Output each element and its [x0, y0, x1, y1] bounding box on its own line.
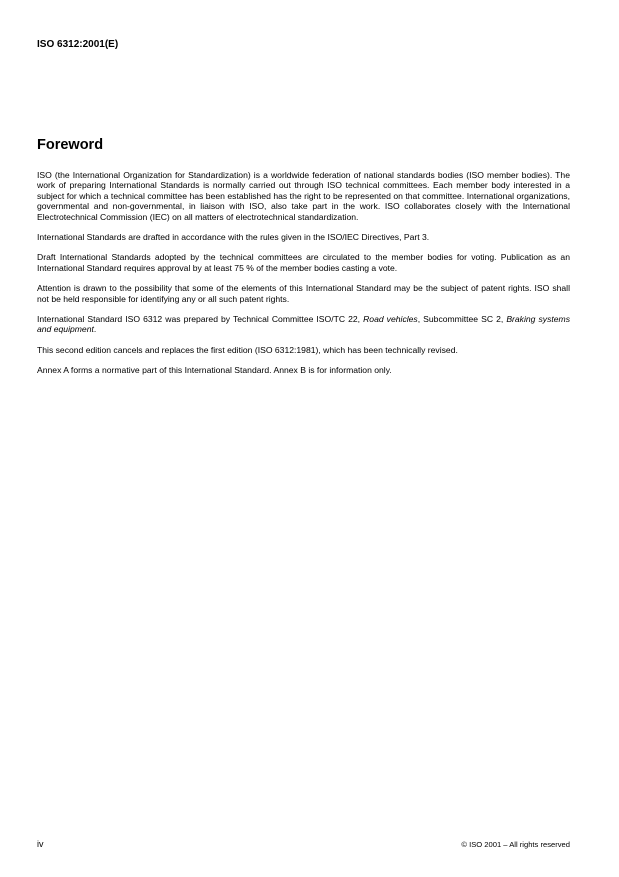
paragraph-edition: This second edition cancels and replaces the first edition (ISO 6312:1981), which has been technically revised.	[37, 344, 458, 355]
paragraph-voting: Draft International Standards adopted by the technical committees are circulated to the member bodies for voting. Publication as an International Standard requires approval by at least 75 % of the member bodies casting a vote.	[37, 252, 570, 273]
foreword-heading: Foreword	[37, 137, 104, 153]
paragraph-drafting-rules: International Standards are drafted in accordance with the rules given in the ISO/IEC Directives, Part 3.	[37, 232, 430, 243]
committee-name: Road vehicles	[363, 314, 418, 325]
paragraph-annexes: Annex A forms a normative part of this International Standard. Annex B is for information only.	[37, 365, 392, 376]
foreword-body	[37, 170, 570, 386]
subcommittee-name: Braking systems and equipment	[37, 314, 571, 335]
copyright-notice: © ISO 2001 – All rights reserved	[461, 840, 570, 849]
document-identifier: ISO 6312:2001(E)	[37, 39, 119, 50]
prepared-by-text-2: , Subcommittee SC 2,	[417, 314, 507, 325]
paragraph-prepared-by	[37, 314, 570, 335]
paragraph-iso-description: ISO (the International Organization for Standardization) is a worldwide federation of national standards bodies (ISO member bodies). The work of preparing International Standards is normally carried out through ISO technical committees. Each member body interested in a subject for which a technical committee has been established has the right to be represented on that committee. International organizations, governmental and non-governmental, in liaison with ISO, also take part in the work. ISO collaborates closely with the International Electrotechnical Commission (IEC) on all matters of electrotechnical standardization.	[37, 170, 570, 222]
prepared-by-text-3: .	[93, 324, 97, 335]
paragraph-patent-rights: Attention is drawn to the possibility that some of the elements of this International Standard may be the subject of patent rights. ISO shall not be held responsible for identifying any or all such patent rights.	[37, 283, 570, 304]
prepared-by-text-1: International Standard ISO 6312 was prepared by Technical Committee ISO/TC 22,	[37, 314, 364, 325]
page-number: iv	[37, 839, 44, 849]
